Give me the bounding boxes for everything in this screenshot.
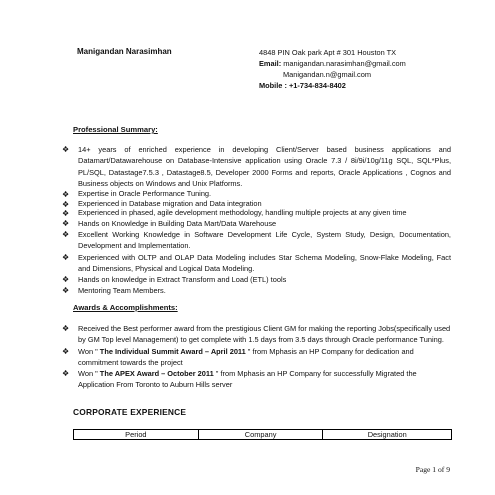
candidate-name: Manigandan Narasimhan [77, 47, 172, 56]
bullet-diamond-icon: ❖ [62, 275, 70, 285]
contact-block [259, 47, 406, 91]
bullet-diamond-icon: ❖ [62, 190, 70, 200]
awards-list [62, 323, 451, 391]
email-secondary: Manigandan.n@gmail.com [283, 70, 372, 79]
summary-item: ❖ Expertise in Oracle Performance Tuning. [62, 189, 212, 200]
bullet-diamond-icon: ❖ [62, 324, 70, 333]
summary-item: ❖ Experienced in phased, agile development methodology, handling multiple projects at any given time [62, 208, 407, 219]
column-header-period: Period [74, 430, 199, 440]
bullet-diamond-icon: ❖ [62, 199, 70, 209]
award-item: ❖ Won " The APEX Award – October 2011 " from Mphasis an HP Company for successfully Migrated the Application From Toronto to Auburn Hills server [62, 369, 417, 390]
corporate-experience-table [73, 429, 452, 440]
summary-item: ❖ Excellent Working Knowledge in Software Development Life Cycle, System Study, Design, Documentation, Development and Implementation. [62, 229, 451, 251]
column-header-designation: Designation [323, 430, 452, 440]
corporate-experience-heading: CORPORATE EXPERIENCE [73, 407, 187, 417]
bullet-diamond-icon: ❖ [62, 145, 70, 154]
mobile-line [259, 80, 406, 91]
bullet-diamond-icon: ❖ [62, 209, 70, 219]
email-primary: manigandan.narasimhan@gmail.com [283, 59, 406, 68]
award-item: ❖ Received the Best performer award from the prestigious Client GM for making the reporting Jobs(specifically used by GM Top level Management) to get complete with 1.5 days from 3.5 days through Oracle performance Tuning. [62, 324, 451, 345]
email-line [259, 58, 406, 69]
bullet-diamond-icon: ❖ [62, 369, 70, 379]
bullet-diamond-icon: ❖ [62, 346, 70, 356]
summary-item: ❖ Experienced in Database migration and Data integration [62, 198, 262, 209]
address-line: 4848 PIN Oak park Apt # 301 Houston TX [259, 48, 397, 57]
mobile-label: Mobile : [259, 81, 287, 90]
column-header-company: Company [198, 430, 323, 440]
bullet-diamond-icon: ❖ [62, 229, 70, 239]
email-label: Email: [259, 59, 282, 68]
summary-item: ❖ 14+ years of enriched experience in developing Client/Server based business applications and Datamart/Datawarehouse on Database-Intensive application using Oracle 7.3 / 8i/9i/10g/11g SQL, SQL*Plus, PL/SQL, Datastage7.5.3 , Datastage8.5, Developer 2000 Forms and reports, Oracle Applications , Cognos and Business objects on Windows and Unix Platforms. [62, 145, 451, 188]
summary-item: ❖ Hands on knowledge in Extract Transform and Load (ETL) tools [62, 275, 287, 285]
table-header-row [74, 430, 452, 440]
summary-item: ❖ Experienced with OLTP and OLAP Data Modeling includes Star Schema Modeling, Snow-Flake Modeling, Fact and Dimensions, Physical and Logical Data Modeling. [62, 252, 451, 273]
summary-item: ❖ Mentoring Team Members. [62, 286, 166, 296]
page-number: Page 1 of 9 [415, 465, 450, 474]
bullet-diamond-icon: ❖ [62, 252, 70, 262]
bullet-diamond-icon: ❖ [62, 218, 70, 228]
bullet-diamond-icon: ❖ [62, 286, 70, 296]
professional-summary-heading: Professional Summary: [73, 125, 158, 134]
awards-heading: Awards & Accomplishments: [73, 303, 178, 312]
summary-item: ❖ Hands on Knowledge in Building Data Mart/Data Warehouse [62, 218, 277, 228]
professional-summary-list [62, 144, 451, 297]
mobile-value: +1-734-834-8402 [288, 81, 346, 90]
award-item: ❖ Won " The Individual Summit Award – April 2011 " from Mphasis an HP Company for dedication and commitment towards the project [62, 346, 414, 367]
